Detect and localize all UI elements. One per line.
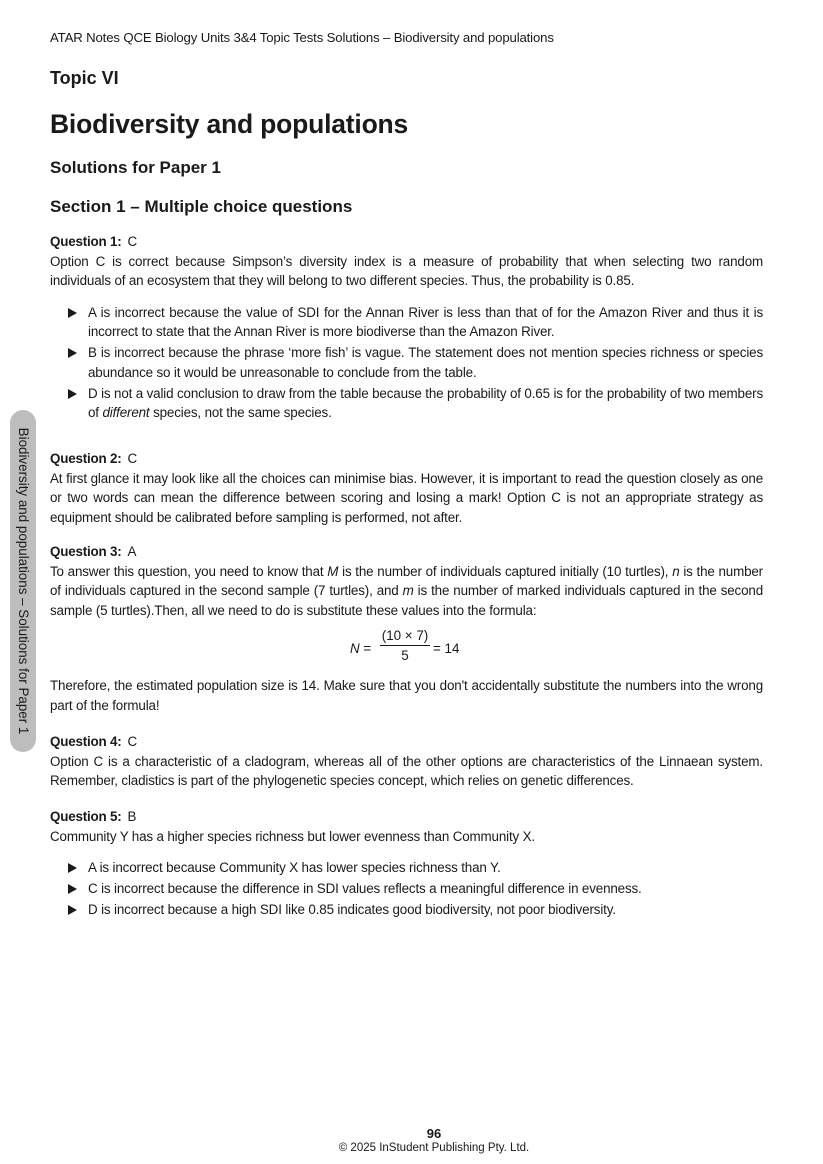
question-label: Question 3:	[50, 544, 122, 559]
side-tab	[10, 410, 36, 752]
question-heading	[50, 449, 763, 469]
question-heading	[50, 807, 763, 827]
bullet-text: C is incorrect because the difference in SDI values reflects a meaningful difference in evenness.	[88, 881, 642, 896]
question-answer: B	[127, 809, 137, 824]
variable-M: M	[327, 563, 339, 579]
bullet-arrow-icon	[68, 308, 77, 318]
bullet-text: A is incorrect because the value of SDI for the Annan River is less than that of for the Amazon River and thus it is incorrect to state that the Annan River is more biodiverse than the Amazon River.	[88, 304, 763, 339]
question-heading	[50, 232, 763, 252]
text-part: To answer this question, you need to know that	[50, 563, 328, 579]
variable-N: N	[350, 641, 360, 656]
bullet-text	[88, 386, 763, 421]
bullet-arrow-icon	[68, 389, 77, 399]
variable-m: m	[402, 583, 414, 598]
question-answer: A	[127, 544, 137, 559]
formula-result: = 14	[433, 641, 460, 656]
section-title: Section 1 – Multiple choice questions	[50, 197, 353, 216]
question-4	[50, 732, 763, 791]
equals-sign: =	[359, 641, 372, 656]
question-explanation: Therefore, the estimated population size is 14. Make sure that you don't accidentally substitute the numbers into the wrong part of the formula!	[50, 678, 763, 713]
side-tab-label: Biodiversity and populations – Solutions for Paper 1	[16, 427, 31, 735]
bullet-arrow-icon	[68, 884, 77, 894]
text-part: is the number of individuals captured initially (10 turtles),	[338, 563, 673, 579]
question-label: Question 4:	[50, 734, 122, 749]
denominator: 5	[401, 648, 409, 663]
emphasis: different	[102, 405, 150, 420]
page-number: 96	[426, 1126, 442, 1141]
list-item	[50, 343, 763, 382]
question-explanation: At first glance it may look like all the choices can minimise bias. However, it is important to read the question closely as one or two words can mean the difference between scoring and losing a mark! Option C is not an appropriate strategy as equipment should be calibrated before sampling is performed, not after.	[50, 470, 763, 525]
list-item	[50, 384, 763, 423]
question-heading	[50, 732, 763, 752]
bullet-text: B is incorrect because the phrase ‘more fish’ is vague. The statement does not mention species richness or species abundance so it would be unreasonable to conclude from the table.	[88, 345, 763, 380]
list-item	[50, 879, 763, 899]
question-label: Question 2:	[50, 451, 122, 466]
bullet-list	[50, 303, 763, 423]
bullet-list	[50, 858, 763, 920]
question-answer: C	[127, 234, 137, 249]
question-1	[50, 232, 763, 424]
question-5	[50, 807, 763, 921]
list-item	[50, 858, 763, 878]
question-explanation: Option C is correct because Simpson’s diversity index is a measure of probability that when selecting two random individuals of an ecosystem that they will belong to two different species. Thus, the probability is 0.85.	[50, 253, 763, 288]
subtitle: Solutions for Paper 1	[50, 158, 221, 177]
numerator: (10 × 7)	[380, 628, 430, 646]
question-label: Question 5:	[50, 809, 122, 824]
bullet-text-part: D is not a valid conclusion to draw from the table because the probability of 0.65 is for the probability of two members of	[88, 385, 763, 420]
bullet-text: A is incorrect because Community X has lower species richness than Y.	[88, 860, 501, 875]
copyright: © 2025 InStudent Publishing Pty. Ltd.	[338, 1142, 530, 1154]
bullet-text: D is incorrect because a high SDI like 0.85 indicates good biodiversity, not poor biodiversity.	[88, 902, 616, 917]
question-explanation: Community Y has a higher species richness but lower evenness than Community X.	[50, 828, 535, 844]
formula-lhs	[350, 641, 371, 656]
fraction	[380, 628, 430, 663]
variable-n: n	[672, 563, 680, 579]
text-part: is the number of marked individuals captured in the second sample (5 turtles).Then, all we need to do is substitute these values into the formula:	[50, 583, 763, 618]
question-2	[50, 449, 763, 527]
question-3	[50, 542, 763, 620]
question-answer: C	[127, 451, 137, 466]
list-item	[50, 303, 763, 342]
text-part: is the number of individuals captured in the second sample (7 turtles), and	[50, 563, 763, 598]
question-heading	[50, 542, 763, 562]
question-label: Question 1:	[50, 234, 122, 249]
bullet-arrow-icon	[68, 905, 77, 915]
question-3-conclusion	[50, 676, 763, 715]
bullet-arrow-icon	[68, 348, 77, 358]
question-answer: C	[127, 734, 137, 749]
running-header: ATAR Notes QCE Biology Units 3&4 Topic Tests Solutions – Biodiversity and populations	[50, 30, 554, 45]
bullet-arrow-icon	[68, 863, 77, 873]
page-title: Biodiversity and populations	[50, 109, 409, 139]
list-item	[50, 900, 763, 920]
topic-label: Topic VI	[50, 68, 119, 88]
question-explanation	[50, 562, 763, 621]
bullet-text-part: species, not the same species.	[149, 405, 332, 420]
question-explanation: Option C is a characteristic of a cladogram, whereas all of the other options are characteristics of the Linnaean system. Remember, cladistics is part of the phylogenetic species concept, which relies on genetic differences.	[50, 753, 763, 788]
